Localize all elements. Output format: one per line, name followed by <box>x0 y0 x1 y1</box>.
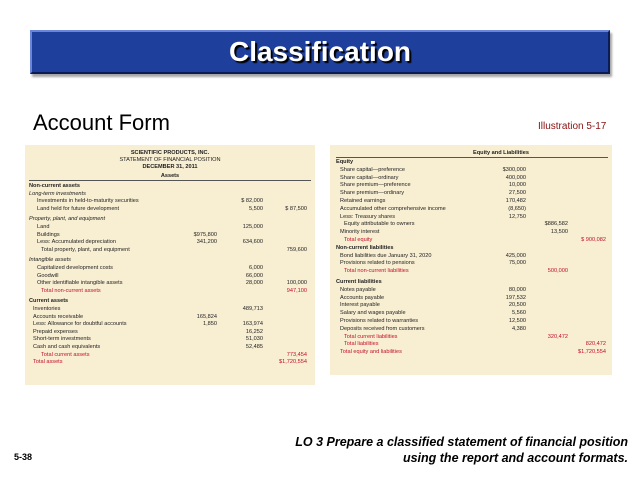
row-label: Salary and wages payable <box>340 310 406 317</box>
row-label: Capitalized development costs <box>37 265 113 271</box>
row-label: Total liabilities <box>344 341 379 348</box>
statement-row <box>25 257 315 264</box>
statement-row <box>25 191 315 198</box>
amount-c1: 197,532 <box>505 294 526 301</box>
statement-row <box>330 245 612 252</box>
amount-c1: (8,650) <box>508 205 526 212</box>
row-label: Less: Allowance for doubtful accounts <box>33 321 127 328</box>
amount-c2: 66,000 <box>245 272 263 279</box>
amount-c1: 27,500 <box>508 190 526 197</box>
slide-title: Classification <box>228 36 412 67</box>
statement-row <box>25 224 315 231</box>
statement-row <box>25 288 315 295</box>
amount-c1: 12,750 <box>508 213 526 220</box>
row-label: Property, plant, and equipment <box>29 216 106 223</box>
statement-row <box>330 167 612 174</box>
statement-row <box>330 182 612 189</box>
statement-row <box>330 295 612 302</box>
statement-row <box>25 336 315 343</box>
statement-date: DECEMBER 31, 2011 <box>142 164 198 170</box>
statement-row <box>25 344 315 351</box>
row-label: Provisions related to warranties <box>340 318 419 324</box>
amount-c2: 320,472 <box>547 333 568 340</box>
row-label: Total non-current liabilities <box>344 268 409 275</box>
statement-row <box>330 175 612 182</box>
amount-c3: 820,472 <box>585 341 606 348</box>
row-label: Provisions related to pensions <box>340 260 415 267</box>
equity-liabilities-statement <box>330 145 612 375</box>
row-label: Accounts receivable <box>33 313 84 320</box>
amount-c1: 400,000 <box>505 174 526 181</box>
row-label: Minority interest <box>340 229 380 236</box>
row-label: Notes payable <box>340 286 376 293</box>
amount-c1: 425,000 <box>505 252 526 259</box>
amount-c1: 1,850 <box>203 321 217 328</box>
statement-row <box>25 359 315 366</box>
amount-c1: 80,000 <box>508 286 526 293</box>
learning-objective <box>180 434 628 466</box>
statement-row <box>330 159 612 166</box>
statement-row <box>25 247 315 254</box>
amount-c3: $ 87,500 <box>285 205 307 212</box>
row-label: Total non-current assets <box>41 287 101 294</box>
row-label: Share premium—preference <box>340 182 411 189</box>
statement-row <box>330 310 612 317</box>
row-label: Total current assets <box>41 351 90 358</box>
amount-c1: 4,380 <box>512 325 526 332</box>
statement-row <box>25 280 315 287</box>
amount-c3: 100,000 <box>286 280 307 287</box>
amount-c3: $ 900,082 <box>581 237 606 243</box>
statement-row <box>25 314 315 321</box>
row-label: Other identifiable intangible assets <box>37 280 123 287</box>
assets-heading: Assets <box>160 173 180 179</box>
amount-c1: 12,500 <box>508 318 526 324</box>
statement-row <box>330 326 612 333</box>
row-label: Share capital—ordinary <box>340 174 399 181</box>
row-label: Share capital—preference <box>340 166 405 173</box>
row-label: Cash and cash equivalents <box>33 344 101 350</box>
statement-row <box>25 321 315 328</box>
row-label: Equity attributable to owners <box>344 221 415 228</box>
amount-c2: 51,030 <box>245 336 263 343</box>
row-label: Non-current assets <box>29 183 80 189</box>
row-label: Bond liabilities due January 31, 2020 <box>340 252 432 259</box>
row-label: Total equity <box>344 237 373 243</box>
row-label: Total assets <box>33 359 63 366</box>
statement-row <box>25 352 315 359</box>
amount-c3: $1,720,554 <box>578 349 606 356</box>
amount-c1: 20,500 <box>508 302 526 309</box>
statement-row <box>25 329 315 336</box>
assets-statement <box>25 145 315 385</box>
amount-c2: 13,500 <box>550 229 568 236</box>
statement-row <box>25 183 315 190</box>
row-label: Accounts payable <box>340 294 385 301</box>
statement-row <box>330 318 612 325</box>
statement-row <box>330 349 612 356</box>
amount-c2: 500,000 <box>547 268 568 275</box>
amount-c1: 5,560 <box>512 310 526 317</box>
amount-c2: 489,713 <box>242 306 263 312</box>
amount-c3: $1,720,554 <box>279 359 307 366</box>
statement-row <box>25 306 315 313</box>
statement-row <box>330 268 612 275</box>
row-label: Investments in held-to-maturity securities <box>37 198 139 205</box>
row-label: Share premium—ordinary <box>340 190 405 197</box>
row-label: Interest payable <box>340 302 380 309</box>
row-label: Current assets <box>29 298 69 305</box>
row-label: Total property, plant, and equipment <box>41 246 130 253</box>
equity-liabilities-heading: Equity and Liabilities <box>473 150 529 156</box>
statement-row <box>330 206 612 213</box>
amount-c2: 6,000 <box>249 265 263 271</box>
learning-objective-line2: using the report and account formats. <box>402 451 628 465</box>
statement-row <box>330 198 612 205</box>
row-label: Short-term investments <box>33 336 91 343</box>
statement-row <box>25 216 315 223</box>
row-label: Deposits received from customers <box>340 325 425 332</box>
statement-row <box>330 237 612 244</box>
statement-row <box>330 341 612 348</box>
row-label: Current liabilities <box>336 279 382 285</box>
statement-name: STATEMENT OF FINANCIAL POSITION <box>119 157 221 163</box>
amount-c2: 125,000 <box>242 224 263 230</box>
rule-line <box>29 180 311 181</box>
rule-line <box>336 157 608 158</box>
row-label: Long-term investments <box>29 190 86 197</box>
statement-row <box>25 298 315 305</box>
statement-row <box>25 206 315 213</box>
statement-row <box>25 265 315 272</box>
amount-c1: 170,482 <box>505 198 526 204</box>
statement-row <box>25 239 315 246</box>
illustration-label: Illustration 5-17 <box>538 121 607 132</box>
amount-c1: 341,200 <box>196 239 217 246</box>
amount-c2: 16,252 <box>245 328 263 335</box>
amount-c1: $300,000 <box>502 166 526 173</box>
amount-c2: $ 82,000 <box>241 198 263 205</box>
row-label: Land <box>37 224 50 230</box>
statement-row <box>330 190 612 197</box>
page-number: 5-38 <box>14 452 33 462</box>
amount-c3: 773,454 <box>286 351 307 358</box>
row-label: Prepaid expenses <box>33 328 78 335</box>
amount-c3: 759,600 <box>286 246 307 253</box>
row-label: Buildings <box>37 231 60 238</box>
statement-row <box>330 302 612 309</box>
row-label: Less: Accumulated depreciation <box>37 239 116 246</box>
statement-row <box>330 334 612 341</box>
amount-c1: $975,800 <box>193 231 217 238</box>
row-label: Inventories <box>33 306 61 312</box>
statement-row <box>25 273 315 280</box>
row-label: Goodwill <box>37 272 59 279</box>
amount-c2: 634,600 <box>242 239 263 246</box>
amount-c2: $886,582 <box>544 221 568 228</box>
amount-c2: 163,974 <box>242 321 263 328</box>
statement-row <box>330 253 612 260</box>
statement-row <box>330 214 612 221</box>
company-name: SCIENTIFIC PRODUCTS, INC. <box>130 150 210 156</box>
row-label: Non-current liabilities <box>336 244 394 251</box>
statement-row <box>330 287 612 294</box>
statement-row <box>330 279 612 286</box>
amount-c2: 52,485 <box>245 344 263 350</box>
row-label: Equity <box>336 159 354 165</box>
amount-c1: 75,000 <box>508 260 526 267</box>
statement-row <box>330 229 612 236</box>
statement-row <box>330 260 612 267</box>
row-label: Total current liabilities <box>344 333 398 340</box>
row-label: Intangible assets <box>29 257 71 264</box>
row-label: Total equity and liabilities <box>340 349 402 356</box>
amount-c3: 947,100 <box>286 287 307 294</box>
row-label: Land held for future development <box>37 205 120 212</box>
title-banner <box>30 30 610 74</box>
statement-row <box>330 221 612 228</box>
statement-row <box>25 198 315 205</box>
subtitle: Account Form <box>33 110 170 135</box>
learning-objective-line1: LO 3 Prepare a classified statement of financial position <box>295 435 628 449</box>
amount-c1: 165,824 <box>196 313 217 320</box>
row-label: Retained earnings <box>340 198 386 204</box>
row-label: Less: Treasury shares <box>340 213 396 220</box>
amount-c2: 5,500 <box>249 205 263 212</box>
amount-c1: 10,000 <box>508 182 526 189</box>
amount-c2: 28,000 <box>245 280 263 287</box>
row-label: Accumulated other comprehensive income <box>340 205 446 212</box>
statement-row <box>25 232 315 239</box>
